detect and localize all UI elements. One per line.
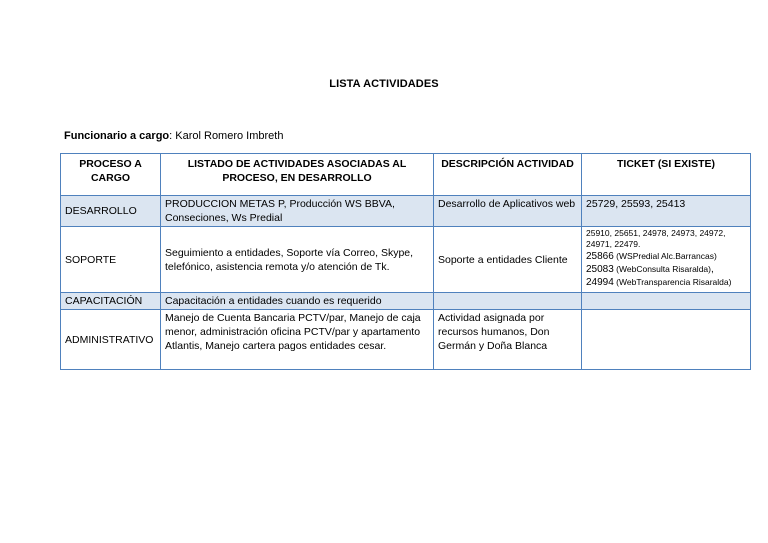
table-row: [61, 293, 751, 310]
document-title: LISTA ACTIVIDADES: [329, 78, 439, 90]
row-process: DESARROLLO: [61, 196, 161, 227]
ticket-item: [586, 263, 746, 276]
ticket-id: 25083: [586, 264, 614, 275]
row-activities: Seguimiento a entidades, Soporte vía Correo, Skype, telefónico, asistencia remota y/o atención de Tk.: [161, 227, 434, 293]
header-process: PROCESO A CARGO: [61, 154, 161, 196]
row-activities: PRODUCCION METAS P, Producción WS BBVA, Conseciones, Ws Predial: [161, 196, 434, 227]
table-row: [61, 310, 751, 370]
row-process: SOPORTE: [61, 227, 161, 293]
row-description: [434, 293, 582, 310]
header-activities: LISTADO DE ACTIVIDADES ASOCIADAS AL PROCESO, EN DESARROLLO: [161, 154, 434, 196]
row-ticket: 25729, 25593, 25413: [582, 196, 751, 227]
ticket-suffix: ,: [710, 264, 714, 275]
official-separator: :: [169, 130, 173, 142]
ticket-item: [586, 250, 746, 263]
ticket-note: (WebTransparencia Risaralda): [613, 277, 732, 287]
ticket-note: (WSPredial Alc.Barrancas): [613, 251, 717, 261]
official-name: Karol Romero Imbreth: [172, 130, 284, 142]
table-header-row: [61, 154, 751, 196]
row-activities: Capacitación a entidades cuando es requerido: [161, 293, 434, 310]
header-ticket: TICKET (SI EXISTE): [582, 154, 751, 196]
ticket-id: 24994: [586, 277, 614, 288]
table-row: [61, 196, 751, 227]
official-line: [64, 130, 283, 142]
row-process: ADMINISTRATIVO: [61, 310, 161, 370]
ticket-note: (WebConsulta Risaralda): [613, 264, 711, 274]
header-description: DESCRIPCIÓN ACTIVIDAD: [434, 154, 582, 196]
row-activities: Manejo de Cuenta Bancaria PCTV/par, Manejo de caja menor, administración oficina PCTV/par y apartamento Atlantis, Manejo cartera pagos entidades cesar.: [161, 310, 434, 370]
ticket-list: 25910, 25651, 24978, 24973, 24972, 24971, 22479.: [586, 228, 726, 249]
ticket-item: [586, 276, 746, 289]
row-ticket: [582, 293, 751, 310]
row-ticket: [582, 227, 751, 293]
official-label: Funcionario a cargo: [64, 130, 170, 142]
row-description: Actividad asignada por recursos humanos, Don Germán y Doña Blanca: [434, 310, 582, 370]
row-description: Desarrollo de Aplicativos web: [434, 196, 582, 227]
row-ticket: [582, 310, 751, 370]
ticket-id: 25866: [586, 251, 614, 262]
table-row: [61, 227, 751, 293]
activities-table: [60, 153, 751, 370]
row-description: Soporte a entidades Cliente: [434, 227, 582, 293]
row-process: CAPACITACIÓN: [61, 293, 161, 310]
